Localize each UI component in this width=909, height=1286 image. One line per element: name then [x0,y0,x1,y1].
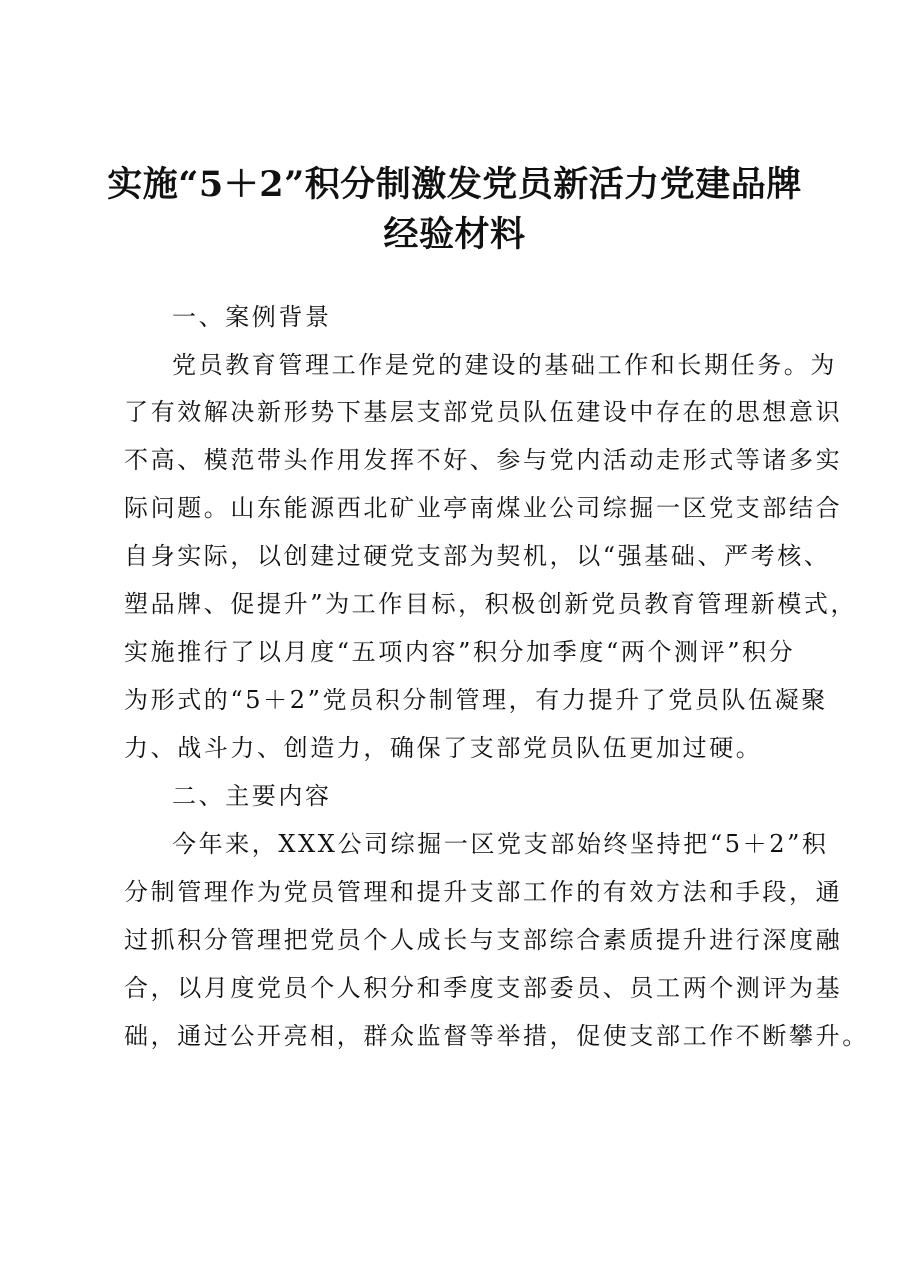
paragraph-line: 力、战斗力、创造力，确保了支部党员队伍更加过硬。 [124,734,763,762]
paragraph-line: 际问题。山东能源西北矿业亭南煤业公司综掘一区党支部结合 [124,494,843,522]
paragraph-line: 自身实际，以创建过硬党支部为契机，以“强基础、严考核、 [124,542,831,570]
paragraph-line: 党员教育管理工作是党的建设的基础工作和长期任务。为 [172,351,837,379]
paragraph-line: 过抓积分管理把党员个人成长与支部综合素质提升进行深度融 [124,926,843,954]
paragraph-line: 分制管理作为党员管理和提升支部工作的有效方法和手段，通 [124,878,843,906]
paragraph-line: 实施推行了以月度“五项内容”积分加季度“两个测评”积分 [124,638,796,666]
document-title-line-2: 经验材料 [383,214,526,255]
paragraph-line: 为形式的“5＋2”党员积分制管理，有力提升了党员队伍凝聚 [124,686,828,714]
document-title-line-1: 实施“5＋2”积分制激发党员新活力党建品牌 [107,164,802,205]
section-heading-background: 一、案例背景 [172,303,332,331]
paragraph-line: 了有效解决新形势下基层支部党员队伍建设中存在的思想意识 [124,398,843,426]
paragraph-line: 合，以月度党员个人积分和季度支部委员、员工两个测评为基 [124,974,843,1002]
paragraph-line: 今年来，XXX公司综掘一区党支部始终坚持把“5＋2”积 [172,830,829,858]
paragraph-line: 塑品牌、促提升”为工作目标，积极创新党员教育管理新模式， [124,590,858,618]
paragraph-line: 础，通过公开亮相，群众监督等举措，促使支部工作不断攀升。 [124,1022,869,1050]
paragraph-line: 不高、模范带头作用发挥不好、参与党内活动走形式等诸多实 [124,446,843,474]
section-heading-main-content: 二、主要内容 [172,782,332,810]
